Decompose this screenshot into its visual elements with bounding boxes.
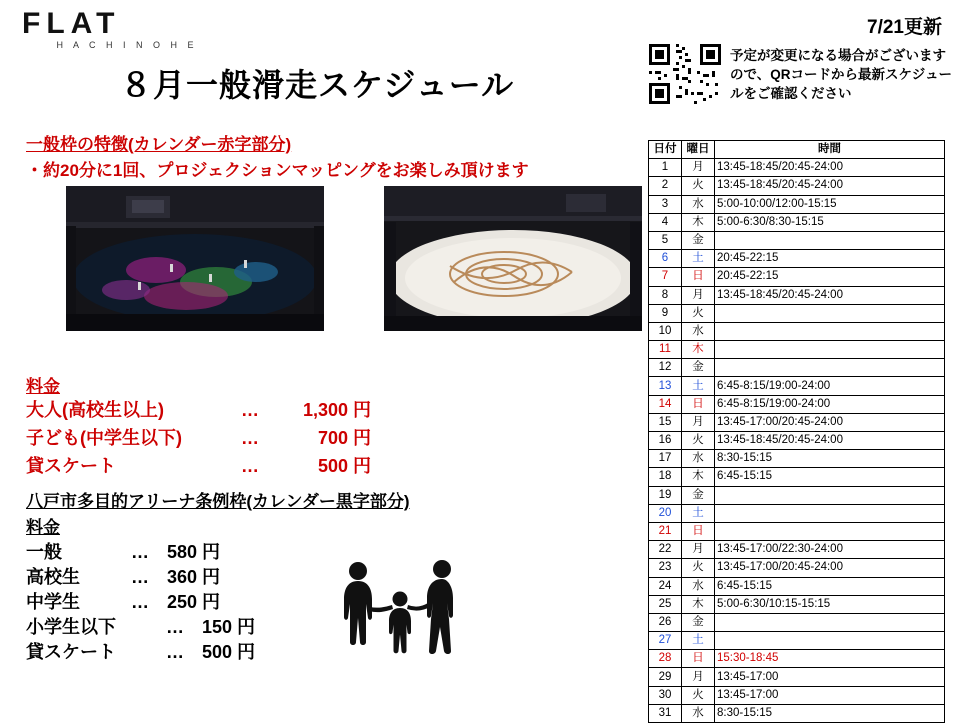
table-row — [649, 250, 945, 268]
cell-date: 2 — [649, 177, 682, 195]
page-title: ８月一般滑走スケジュール — [120, 67, 515, 103]
cell-day: 金 — [682, 359, 715, 377]
table-row — [649, 522, 945, 540]
table-row — [649, 322, 945, 340]
update-date: 7/21更新 — [867, 17, 942, 38]
cell-date: 13 — [649, 377, 682, 395]
cell-time: 20:45-22:15 — [715, 268, 945, 286]
cell-time: 6:45-15:15 — [715, 468, 945, 486]
cell-day: 日 — [682, 268, 715, 286]
qr-note-text: 予定が変更になる場合がございますので、QRコードから最新スケジュールをご確認ください — [730, 48, 952, 101]
cell-day: 月 — [682, 668, 715, 686]
cell-date: 16 — [649, 432, 682, 450]
cell-date: 31 — [649, 704, 682, 722]
table-row — [649, 686, 945, 704]
cell-date: 6 — [649, 250, 682, 268]
cell-day: 木 — [682, 468, 715, 486]
cell-day: 日 — [682, 395, 715, 413]
cell-day: 金 — [682, 231, 715, 249]
feature-heading: 一般枠の特徴(カレンダー赤字部分) — [26, 135, 292, 154]
price-dots: … — [241, 400, 259, 420]
table-row — [649, 632, 945, 650]
arena-price-row — [26, 563, 220, 589]
cell-time: 13:45-18:45/20:45-24:00 — [715, 177, 945, 195]
table-header-row — [649, 141, 945, 159]
cell-date: 21 — [649, 522, 682, 540]
cell-date: 15 — [649, 413, 682, 431]
cell-time — [715, 504, 945, 522]
price-label: 子ども(中学生以下) — [26, 428, 182, 448]
cell-day: 火 — [682, 686, 715, 704]
arena-price-row — [26, 588, 220, 614]
cell-day: 土 — [682, 632, 715, 650]
table-row — [649, 395, 945, 413]
cell-day: 日 — [682, 522, 715, 540]
cell-time: 5:00-6:30/8:30-15:15 — [715, 213, 945, 231]
cell-date: 23 — [649, 559, 682, 577]
arena-price-amount: 150 円 — [202, 617, 256, 637]
cell-time: 5:00-10:00/12:00-15:15 — [715, 195, 945, 213]
flat-logo — [22, 7, 232, 50]
cell-day: 月 — [682, 286, 715, 304]
arena-price-row — [26, 638, 255, 664]
table-row — [649, 650, 945, 668]
cell-day: 日 — [682, 650, 715, 668]
cell-day: 水 — [682, 450, 715, 468]
cell-time: 15:30-18:45 — [715, 650, 945, 668]
table-row — [649, 268, 945, 286]
arena-price-amount: 580 円 — [167, 542, 221, 562]
cell-date: 17 — [649, 450, 682, 468]
cell-date: 26 — [649, 613, 682, 631]
cell-time: 13:45-17:00/20:45-24:00 — [715, 413, 945, 431]
cell-day: 水 — [682, 577, 715, 595]
arena-price-label: 貸スケート — [26, 642, 116, 662]
price-amount: 700 円 — [317, 428, 371, 448]
table-row — [649, 468, 945, 486]
price-dots: … — [241, 456, 259, 476]
rink-projection-mapping-photo — [66, 186, 324, 331]
cell-date: 1 — [649, 159, 682, 177]
cell-day: 火 — [682, 432, 715, 450]
arena-price-dots: … — [166, 642, 184, 662]
cell-time: 8:30-15:15 — [715, 450, 945, 468]
cell-day: 土 — [682, 504, 715, 522]
arena-price-dots: … — [166, 617, 184, 637]
price-label: 貸スケート — [26, 456, 116, 476]
cell-date: 11 — [649, 341, 682, 359]
column-header-time: 時間 — [715, 141, 945, 159]
general-price-heading: 料金 — [26, 377, 60, 396]
cell-date: 14 — [649, 395, 682, 413]
arena-price-label: 高校生 — [26, 567, 80, 587]
price-amount: 500 円 — [317, 456, 371, 476]
arena-price-dots: … — [131, 542, 149, 562]
cell-time: 13:45-17:00 — [715, 686, 945, 704]
cell-time: 5:00-6:30/10:15-15:15 — [715, 595, 945, 613]
cell-date: 5 — [649, 231, 682, 249]
cell-date: 4 — [649, 213, 682, 231]
cell-time: 13:45-18:45/20:45-24:00 — [715, 286, 945, 304]
cell-time: 20:45-22:15 — [715, 250, 945, 268]
cell-day: 土 — [682, 250, 715, 268]
column-header-day: 曜日 — [682, 141, 715, 159]
cell-time: 13:45-17:00 — [715, 668, 945, 686]
table-row — [649, 177, 945, 195]
family-silhouette-icon — [330, 555, 470, 665]
cell-time: 13:45-18:45/20:45-24:00 — [715, 159, 945, 177]
price-row — [26, 452, 371, 478]
table-row — [649, 359, 945, 377]
cell-time: 13:45-17:00/22:30-24:00 — [715, 541, 945, 559]
cell-date: 18 — [649, 468, 682, 486]
table-row — [649, 213, 945, 231]
table-row — [649, 595, 945, 613]
table-row — [649, 504, 945, 522]
cell-date: 27 — [649, 632, 682, 650]
cell-date: 29 — [649, 668, 682, 686]
cell-day: 水 — [682, 704, 715, 722]
cell-date: 30 — [649, 686, 682, 704]
cell-date: 28 — [649, 650, 682, 668]
cell-day: 水 — [682, 195, 715, 213]
cell-day: 金 — [682, 613, 715, 631]
cell-day: 火 — [682, 177, 715, 195]
table-row — [649, 231, 945, 249]
cell-day: 月 — [682, 541, 715, 559]
arena-section-title: 八戸市多目的アリーナ条例枠(カレンダー黒字部分) — [26, 492, 410, 511]
cell-date: 3 — [649, 195, 682, 213]
table-row — [649, 286, 945, 304]
cell-day: 木 — [682, 213, 715, 231]
cell-time — [715, 359, 945, 377]
cell-time — [715, 522, 945, 540]
table-row — [649, 486, 945, 504]
table-row — [649, 377, 945, 395]
cell-day: 水 — [682, 322, 715, 340]
table-row — [649, 413, 945, 431]
arena-price-row — [26, 613, 255, 639]
cell-time — [715, 341, 945, 359]
qr-code-icon[interactable] — [649, 44, 721, 104]
price-label: 大人(高校生以上) — [26, 400, 164, 420]
cell-time: 13:45-17:00/20:45-24:00 — [715, 559, 945, 577]
price-row — [26, 424, 371, 450]
cell-date: 19 — [649, 486, 682, 504]
arena-price-label: 小学生以下 — [26, 617, 116, 637]
cell-date: 22 — [649, 541, 682, 559]
logo-wordmark: FLAT — [22, 7, 121, 40]
cell-time — [715, 231, 945, 249]
rink-projection-pattern-photo — [384, 186, 642, 331]
table-row — [649, 304, 945, 322]
cell-time: 6:45-8:15/19:00-24:00 — [715, 377, 945, 395]
cell-day: 土 — [682, 377, 715, 395]
arena-price-amount: 500 円 — [202, 642, 256, 662]
table-row — [649, 159, 945, 177]
price-amount: 1,300 円 — [302, 400, 371, 420]
cell-date: 8 — [649, 286, 682, 304]
cell-day: 火 — [682, 304, 715, 322]
table-row — [649, 195, 945, 213]
cell-time: 8:30-15:15 — [715, 704, 945, 722]
table-row — [649, 577, 945, 595]
arena-price-label: 中学生 — [26, 592, 80, 612]
table-row — [649, 432, 945, 450]
table-row — [649, 668, 945, 686]
cell-day: 木 — [682, 341, 715, 359]
cell-time — [715, 322, 945, 340]
cell-day: 木 — [682, 595, 715, 613]
cell-time — [715, 304, 945, 322]
table-row — [649, 541, 945, 559]
cell-time — [715, 486, 945, 504]
cell-date: 7 — [649, 268, 682, 286]
cell-time: 6:45-15:15 — [715, 577, 945, 595]
arena-price-row — [26, 538, 220, 564]
price-row — [26, 396, 371, 422]
price-dots: … — [241, 428, 259, 448]
arena-price-dots: … — [131, 592, 149, 612]
cell-date: 10 — [649, 322, 682, 340]
table-row — [649, 341, 945, 359]
arena-price-label: 一般 — [26, 542, 62, 562]
cell-time: 6:45-8:15/19:00-24:00 — [715, 395, 945, 413]
cell-date: 20 — [649, 504, 682, 522]
cell-time — [715, 613, 945, 631]
logo-subtext: H A C H I N O H E — [56, 40, 198, 50]
cell-date: 25 — [649, 595, 682, 613]
cell-day: 月 — [682, 413, 715, 431]
table-row — [649, 613, 945, 631]
arena-price-amount: 360 円 — [167, 567, 221, 587]
arena-price-dots: … — [131, 567, 149, 587]
cell-day: 月 — [682, 159, 715, 177]
cell-time — [715, 632, 945, 650]
table-row — [649, 559, 945, 577]
cell-date: 24 — [649, 577, 682, 595]
cell-date: 9 — [649, 304, 682, 322]
cell-time: 13:45-18:45/20:45-24:00 — [715, 432, 945, 450]
arena-price-amount: 250 円 — [167, 592, 221, 612]
feature-description: ・約20分に1回、プロジェクションマッピングをお楽しみ頂けます — [26, 161, 529, 180]
column-header-date: 日付 — [649, 141, 682, 159]
cell-date: 12 — [649, 359, 682, 377]
cell-day: 金 — [682, 486, 715, 504]
arena-price-heading: 料金 — [26, 518, 60, 537]
cell-day: 火 — [682, 559, 715, 577]
schedule-table — [648, 140, 945, 723]
table-row — [649, 450, 945, 468]
